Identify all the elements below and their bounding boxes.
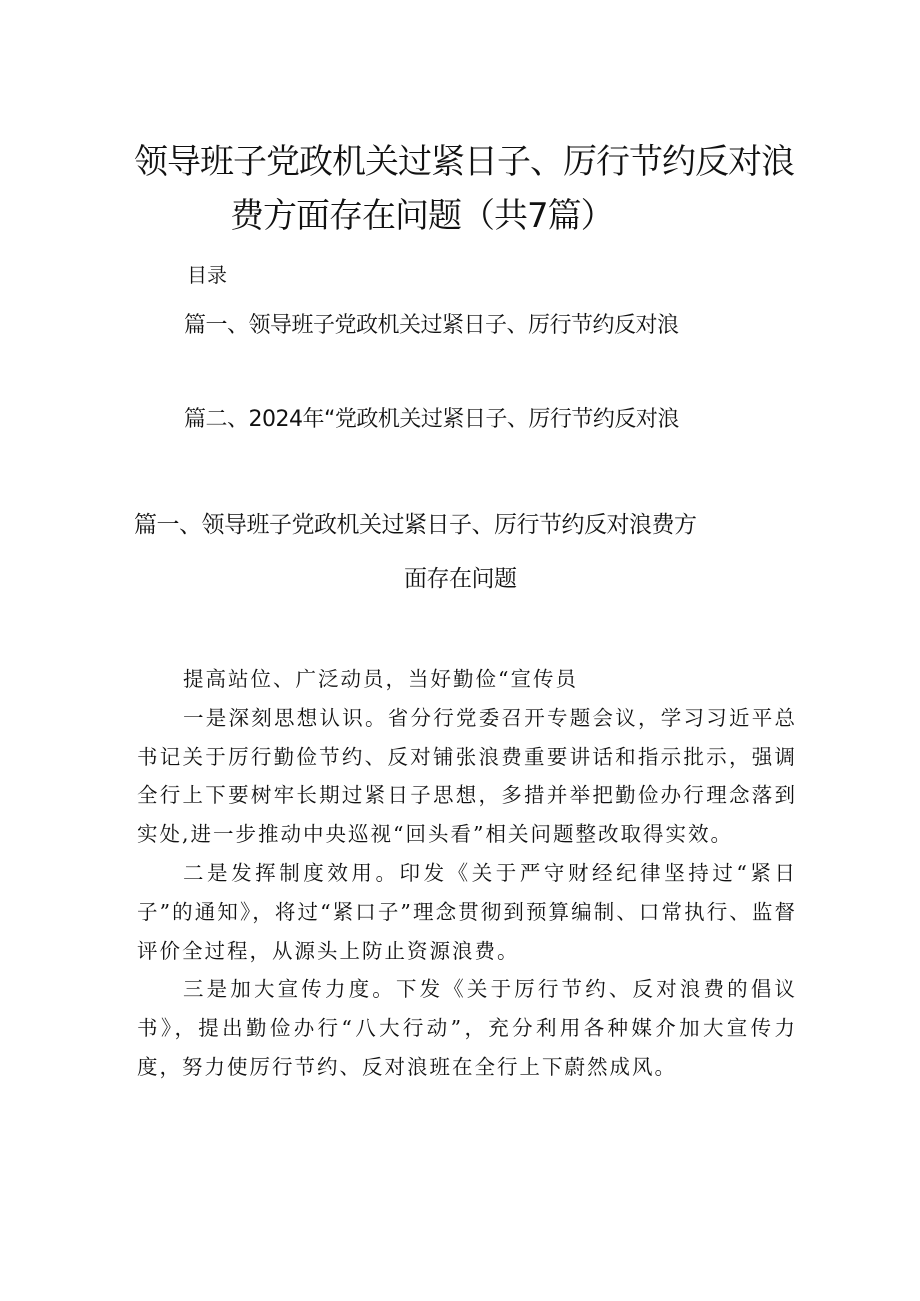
paragraph: 二是发挥制度效用。印发《关于严守财经纪律坚持过“紧日子”的通知》，将过“紧口子”理念贯彻到预算编制、口常执行、监督评价全过程，从源头上防止资源浪费。 bbox=[137, 860, 797, 963]
toc-item-2[interactable]: 篇二、2024年“党政机关过紧日子、厉行节约反对浪 bbox=[184, 407, 679, 432]
section-title bbox=[134, 508, 794, 596]
paragraph: 一是深刻思想认识。省分行党委召开专题会议，学习习近平总书记关于厉行勤俭节约、反对铺张浪费重要讲话和指示批示，强调全行上下要树牢长期过紧日子思想，多措并举把勤俭办行理念落到实处,进一步推动中央巡视“回头看”相关问题整改取得实效。 bbox=[137, 705, 797, 847]
body-text bbox=[137, 660, 797, 1087]
section-title-line-1: 篇一、领导班子党政机关过紧日子、厉行节约反对浪费方 bbox=[134, 512, 697, 538]
paragraph: 三是加大宣传力度。下发《关于厉行节约、反对浪费的倡议书》，提出勤俭办行“八大行动”，充分利用各种媒介加大宣传力度，努力使厉行节约、反对浪班在全行上下蔚然成风。 bbox=[137, 977, 797, 1079]
toc-heading: 目录 bbox=[187, 263, 227, 287]
paragraph-subheading: 提高站位、广泛动员，当好勤俭“宣传员 bbox=[183, 667, 578, 691]
title-line-2: 费方面存在问题（共7篇） bbox=[230, 196, 614, 236]
title-line-1: 领导班子党政机关过紧日子、厉行节约反对浪 bbox=[134, 142, 794, 182]
toc-item-1[interactable]: 篇一、领导班子党政机关过紧日子、厉行节约反对浪 bbox=[184, 313, 679, 338]
section-title-line-2: 面存在问题 bbox=[404, 566, 517, 592]
document-title bbox=[134, 140, 794, 238]
